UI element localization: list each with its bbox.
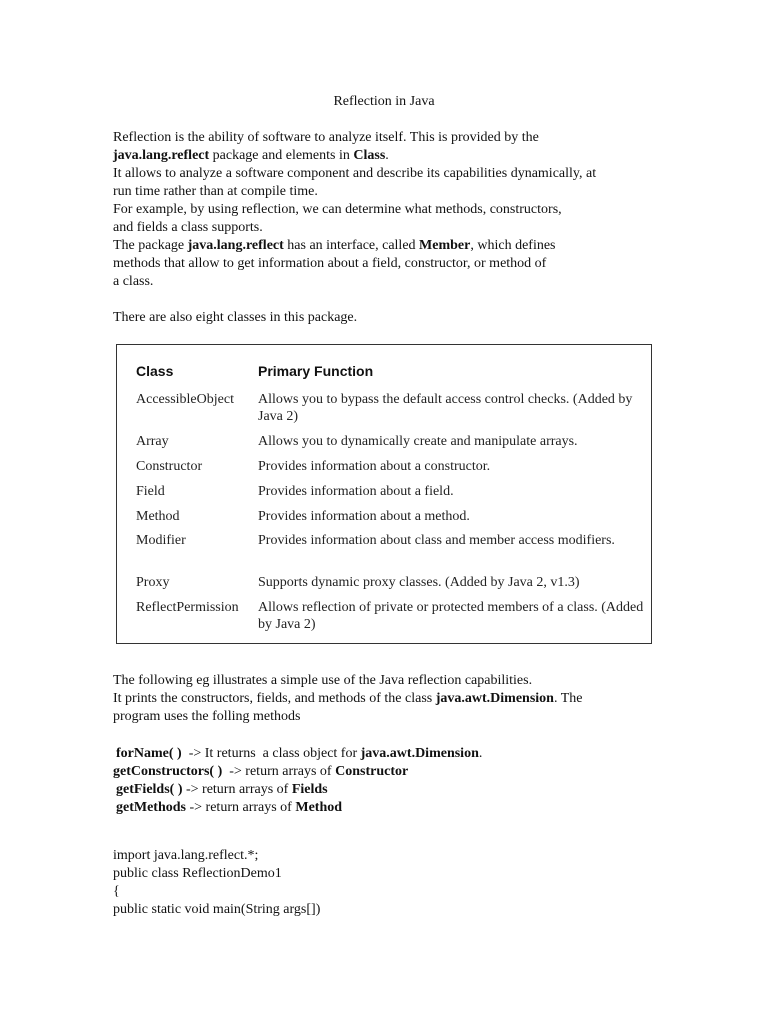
table-cell-class: Method bbox=[136, 509, 180, 524]
table-cell-class: AccessibleObject bbox=[136, 392, 234, 407]
example-line-2: It prints the constructors, fields, and methods of the class java.awt.Dimension. The bbox=[113, 691, 583, 706]
eight-classes-text: There are also eight classes in this package. bbox=[113, 310, 358, 325]
intro-line-1: Reflection is the ability of software to analyze itself. This is provided by the bbox=[113, 130, 539, 145]
example-paragraph bbox=[113, 672, 673, 726]
table-cell-class: Modifier bbox=[136, 533, 186, 548]
intro-line-2: java.lang.reflect package and elements in Class. bbox=[113, 148, 389, 163]
table-cell-function: Allows you to dynamically create and manipulate arrays. bbox=[258, 434, 578, 449]
code-line-4: public static void main(String args[]) bbox=[113, 902, 321, 917]
method-item-getfields: getFields( ) -> return arrays of Fields bbox=[116, 782, 328, 797]
table-cell-function: Provides information about class and member access modifiers. bbox=[258, 533, 615, 548]
table-header-class: Class bbox=[136, 363, 174, 379]
methods-list bbox=[113, 745, 673, 817]
table-cell-function: Provides information about a constructor. bbox=[258, 459, 491, 474]
code-line-3: { bbox=[113, 884, 120, 899]
intro-line-4: run time rather than at compile time. bbox=[113, 184, 318, 199]
code-snippet bbox=[113, 847, 320, 919]
intro-paragraph bbox=[113, 129, 673, 291]
example-line-3: program uses the folling methods bbox=[113, 709, 301, 724]
code-line-2: public class ReflectionDemo1 bbox=[113, 866, 282, 881]
intro-line-3: It allows to analyze a software component and describe its capabilities dynamically, at bbox=[113, 166, 597, 181]
example-line-1: The following eg illustrates a simple use of the Java reflection capabilities. bbox=[113, 673, 533, 688]
table-cell-class: Field bbox=[136, 484, 165, 499]
intro-line-6: and fields a class supports. bbox=[113, 220, 263, 235]
intro-line-8: methods that allow to get information about a field, constructor, or method of bbox=[113, 256, 547, 271]
document-title: Reflection in Java bbox=[333, 94, 435, 109]
table-cell-function: Allows reflection of private or protected members of a class. (Added by Java 2) bbox=[258, 600, 644, 632]
method-item-forname: forName( ) -> It returns a class object for java.awt.Dimension. bbox=[116, 746, 483, 761]
table-cell-function: Provides information about a field. bbox=[258, 484, 454, 499]
method-item-getconstructors: getConstructors( ) -> return arrays of Constructor bbox=[113, 764, 409, 779]
table-cell-class: Constructor bbox=[136, 459, 203, 474]
intro-line-5: For example, by using reflection, we can determine what methods, constructors, bbox=[113, 202, 562, 217]
table-cell-class: Proxy bbox=[136, 575, 170, 590]
method-item-getmethods: getMethods -> return arrays of Method bbox=[116, 800, 343, 815]
table-cell-function: Supports dynamic proxy classes. (Added by Java 2, v1.3) bbox=[258, 575, 580, 590]
intro-line-7: The package java.lang.reflect has an interface, called Member, which defines bbox=[113, 238, 556, 253]
table-header-function: Primary Function bbox=[258, 363, 374, 379]
reflect-classes-table bbox=[116, 344, 652, 644]
table-cell-function: Provides information about a method. bbox=[258, 509, 470, 524]
table-cell-class: Array bbox=[136, 434, 169, 449]
intro-line-9: a class. bbox=[113, 274, 154, 289]
code-line-1: import java.lang.reflect.*; bbox=[113, 848, 259, 863]
table-cell-function: Allows you to bypass the default access control checks. (Added by Java 2) bbox=[258, 392, 633, 424]
table-cell-class: ReflectPermission bbox=[136, 600, 239, 615]
